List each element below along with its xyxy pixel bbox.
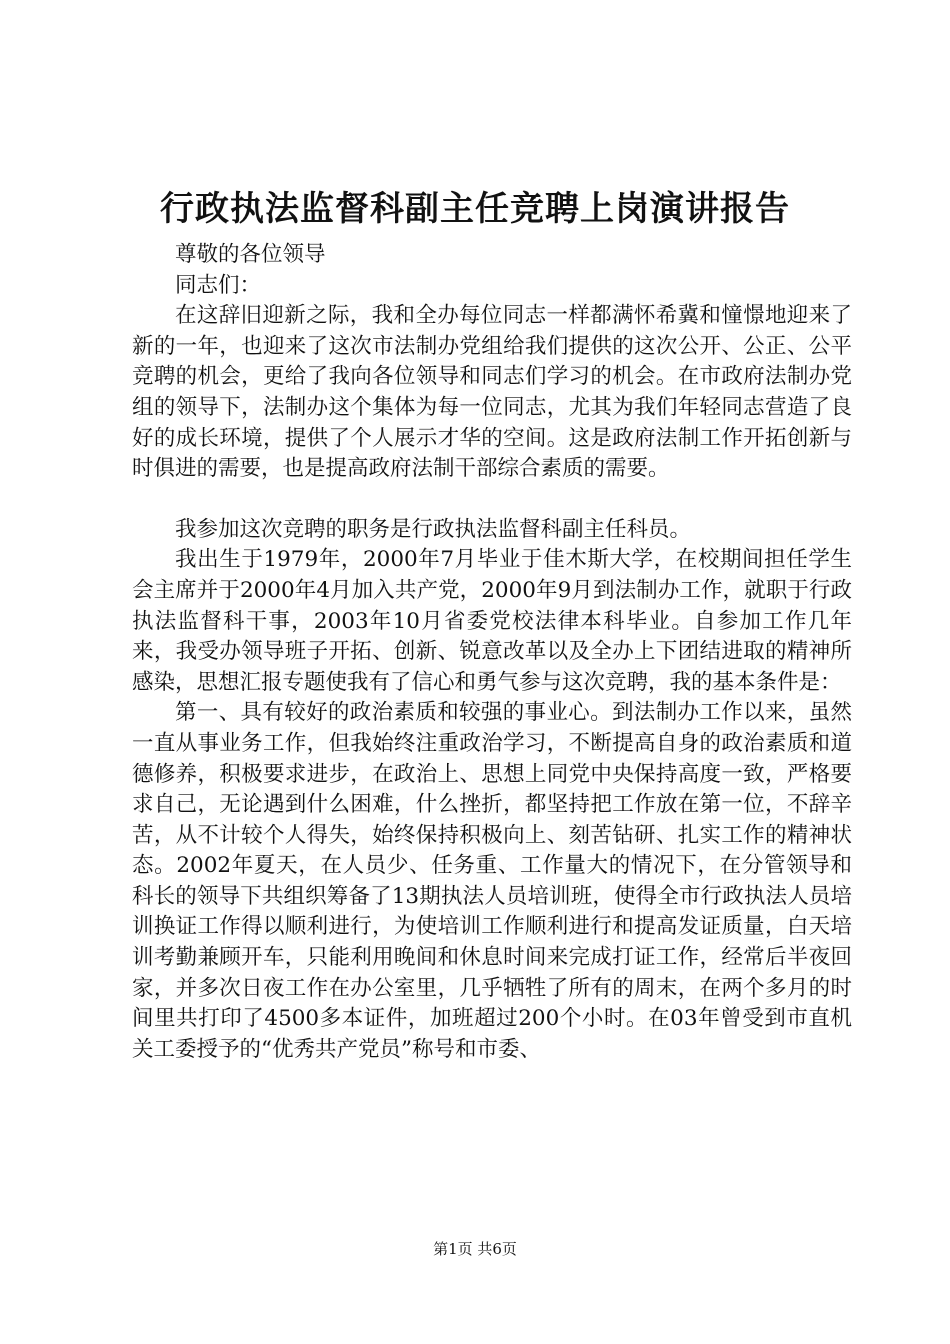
document-body <box>132 240 852 1065</box>
paragraph-background: 我出生于1979年，2000年7月毕业于佳木斯大学，在校期间担任学生会主席并于2000年4月加入共产党，2000年9月到法制办工作，就职于行政执法监督科干事，2003年10月省委党校法律本科毕业。自参加工作几年来，我受办领导班子开拓、创新、锐意改革以及全办上下团结进取的精神所感染，思想汇报专题使我有了信心和勇气参与这次竞聘，我的基本条件是： <box>132 547 852 695</box>
document-title: 行政执法监督科副主任竞聘上岗演讲报告 <box>160 189 790 229</box>
salutation-leaders: 尊敬的各位领导 <box>175 242 326 267</box>
paragraph-position: 我参加这次竞聘的职务是行政执法监督科副主任科员。 <box>175 516 692 542</box>
page-footer: 第1页 共6页 <box>433 1240 517 1258</box>
paragraph-qualification-one: 第一、具有较好的政治素质和较强的事业心。到法制办工作以来，虽然一直从事业务工作，但我始终注重政治学习，不断提高自身的政治素质和道德修养，积极要求进步，在政治上、思想上同党中央保持高度一致，严格要求自己，无论遇到什么困难，什么挫折，都坚持把工作放在第一位，不辞辛苦，从不计较个人得失，始终保持积极向上、刻苦钻研、扎实工作的精神状态。2002年夏天，在人员少、任务重、工作量大的情况下，在分管领导和科长的领导下共组织筹备了13期执法人员培训班，使得全市行政执法人员培训换证工作得以顺利进行，为使培训工作顺利进行和提高发证质量，白天培训考勤兼顾开车，只能利用晚间和休息时间来完成打证工作，经常后半夜回家，并多次日夜工作在办公室里，几乎牺牲了所有的周末，在两个多月的时间里共打印了4500多本证件，加班超过200个小时。在03年曾受到市直机关工委授予的“优秀共产党员”称号和市委、 <box>132 700 852 1062</box>
paragraph-intro: 在这辞旧迎新之际，我和全办每位同志一样都满怀希冀和憧憬地迎来了新的一年，也迎来了这次市法制办党组给我们提供的这次公开、公正、公平竞聘的机会，更给了我向各位领导和同志们学习的机会。在市政府法制办党组的领导下，法制办这个集体为每一位同志，尤其为我们年轻同志营造了良好的成长环境，提供了个人展示才华的空间。这是政府法制工作开拓创新与时俱进的需要，也是提高政府法制干部综合素质的需要。 <box>132 303 852 482</box>
salutation-comrades: 同志们： <box>175 272 262 298</box>
